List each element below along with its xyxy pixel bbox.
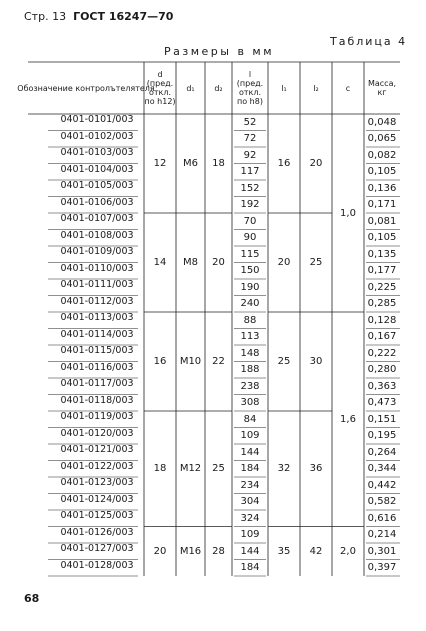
mass-cell: 0,105 [367,166,397,178]
d-cell: 16 [153,356,167,367]
designation-cell: 0401-0105/003 [60,180,134,191]
l-cell: 234 [240,479,260,491]
l-cell: 148 [240,347,260,359]
d-cell: 20 [153,545,167,557]
table-title: Таблица 4 [330,35,408,48]
d1-cell: M8 [183,257,198,268]
page-header-prefix: Стр. 13 [24,10,67,23]
mass-cell: 0,065 [367,133,397,145]
designation-cell: 0401-0110/003 [60,262,134,274]
d1-cell: M10 [179,356,202,367]
designation-cell: 0401-0109/003 [60,246,134,257]
designation-cell: 0401-0118/003 [60,394,134,406]
l-cell: 184 [240,562,260,574]
mass-cell: 0,048 [367,116,397,128]
mass-cell: 0,473 [367,397,397,409]
header-mass: Масса, кг [367,79,397,97]
l-cell: 115 [240,248,260,260]
l1-cell: 32 [277,463,291,475]
d2-cell: 18 [212,158,225,169]
mass-cell: 0,280 [367,364,397,376]
l-cell: 152 [240,182,260,194]
d2-cell: 28 [212,545,225,557]
mass-cell: 0,442 [367,479,397,491]
d2-cell: 20 [212,257,225,268]
designation-cell: 0401-0108/003 [60,229,134,241]
l-cell: 92 [243,149,257,161]
l1-cell: 35 [277,545,291,557]
l2-cell: 20 [309,158,323,169]
l1-cell: 20 [277,257,291,268]
mass-cell: 0,171 [367,199,397,211]
designation-cell: 0401-0128/003 [60,559,134,571]
designation-cell: 0401-0120/003 [60,427,134,439]
designation-cell: 0401-0117/003 [60,378,134,389]
l1-cell: 16 [277,158,291,169]
mass-cell: 0,582 [367,496,397,508]
l-cell: 238 [240,380,260,392]
mass-cell: 0,081 [367,215,397,227]
l-cell: 190 [240,281,260,293]
designation-cell: 0401-0111/003 [60,279,134,290]
mass-cell: 0,264 [367,446,397,458]
mass-cell: 0,285 [367,298,397,310]
designation-cell: 0401-0113/003 [60,312,134,323]
mass-cell: 0,135 [367,248,397,260]
mass-cell: 0,225 [367,281,397,293]
units-title: Размеры в мм [164,45,275,58]
d-cell: 18 [153,463,167,475]
d-cell: 14 [153,257,167,268]
mass-cell: 0,195 [367,430,397,442]
designation-cell: 0401-0123/003 [60,477,134,488]
mass-cell: 0,301 [367,545,397,557]
header-l: l (пред. откл. по h8) [236,70,264,106]
l-cell: 240 [240,298,260,310]
header-l1: l₁ [281,83,287,93]
mass-cell: 0,167 [367,331,397,343]
designation-cell: 0401-0122/003 [60,460,134,472]
designation-cell: 0401-0124/003 [60,493,134,505]
standard-number: ГОСТ 16247—70 [73,10,174,23]
l-cell: 84 [243,413,257,425]
mass-cell: 0,136 [367,182,397,194]
mass-cell: 0,082 [367,149,397,161]
l-cell: 144 [240,545,260,557]
mass-cell: 0,616 [367,512,397,524]
mass-cell: 0,222 [367,347,397,359]
designation-cell: 0401-0106/003 [60,196,134,208]
mass-cell: 0,177 [367,265,397,277]
d1-cell: M16 [179,545,202,557]
header-l2: l₂ [313,83,319,93]
d1-cell: M6 [183,158,198,169]
mass-cell: 0,128 [367,314,397,326]
designation-cell: 0401-0102/003 [60,130,134,142]
l1-cell: 25 [277,356,291,367]
l-cell: 324 [240,512,260,524]
header-d1: d₁ [186,83,195,93]
designation-cell: 0401-0104/003 [60,163,134,175]
page-number: 68 [24,592,40,605]
l-cell: 90 [243,232,257,244]
l-cell: 304 [240,496,260,508]
designation-cell: 0401-0125/003 [60,510,134,521]
mass-cell: 0,397 [367,562,397,574]
d1-cell: M12 [179,463,202,475]
l-cell: 117 [240,166,260,178]
header-designation: Обозначение контролътелятеля [17,83,155,93]
mass-cell: 0,214 [367,529,397,541]
l-cell: 72 [243,133,257,145]
header-d: d (пред. откл. по h12) [144,70,176,106]
designation-cell: 0401-0112/003 [60,295,134,307]
d-cell: 12 [153,158,167,169]
mass-cell: 0,105 [367,232,397,244]
designation-cell: 0401-0121/003 [60,444,134,455]
l-cell: 109 [240,529,260,541]
l2-cell: 30 [309,356,323,367]
designation-cell: 0401-0107/003 [60,213,134,224]
mass-cell: 0,151 [367,413,397,425]
l-cell: 144 [240,446,260,458]
designation-cell: 0401-0115/003 [60,345,134,356]
l-cell: 109 [240,430,260,442]
l-cell: 184 [240,463,260,475]
c-cell: 2,0 [340,545,356,557]
l-cell: 192 [240,199,260,211]
l-cell: 308 [240,397,260,409]
c-cell: 1,6 [340,413,356,425]
c-cell: 1,0 [340,207,356,219]
mass-cell: 0,363 [367,380,397,392]
mass-cell: 0,344 [367,463,397,475]
l-cell: 70 [243,215,257,227]
l2-cell: 25 [309,257,323,268]
header-d2: d₂ [214,83,223,93]
designation-cell: 0401-0119/003 [60,411,134,422]
d2-cell: 25 [212,463,225,475]
l2-cell: 42 [309,545,323,557]
designation-cell: 0401-0116/003 [60,361,134,373]
l2-cell: 36 [309,463,323,475]
l-cell: 52 [243,116,257,128]
l-cell: 88 [243,314,257,326]
d2-cell: 22 [212,356,225,367]
l-cell: 150 [240,265,260,277]
l-cell: 113 [240,331,260,343]
designation-cell: 0401-0127/003 [60,543,134,554]
designation-cell: 0401-0101/003 [60,114,134,125]
l-cell: 188 [240,364,260,376]
designation-cell: 0401-0103/003 [60,147,134,158]
designation-cell: 0401-0114/003 [60,328,134,340]
designation-cell: 0401-0126/003 [60,526,134,538]
header-c: c [345,83,351,93]
